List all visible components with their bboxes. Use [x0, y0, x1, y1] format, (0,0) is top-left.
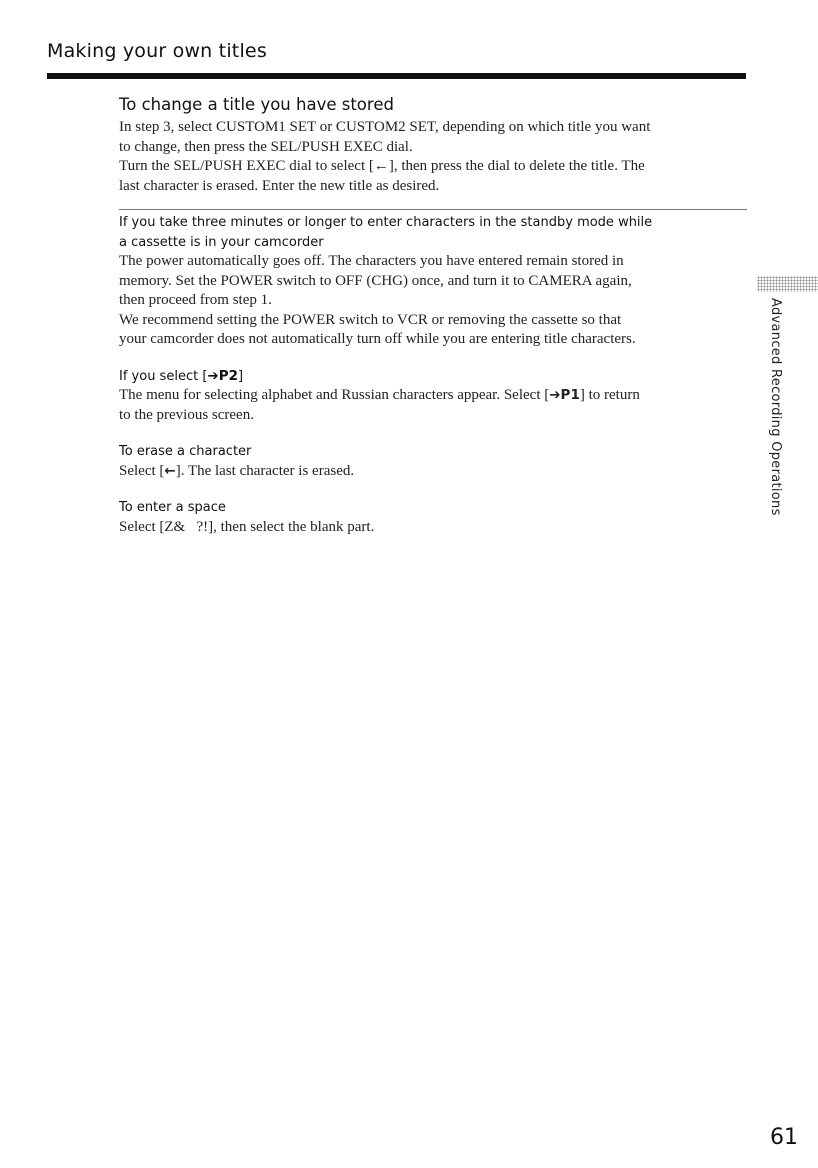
page-title: Making your own titles — [47, 40, 267, 62]
note-line: memory. Set the POWER switch to OFF (CHG) once, and turn it to CAMERA again, — [119, 272, 632, 289]
note-line: your camcorder does not automatically turn off while you are entering title characters. — [119, 331, 636, 347]
note-heading-line: If you take three minutes or longer to enter characters in the standby mode while — [119, 215, 653, 230]
arrow-p2-symbol: ➔P2 — [207, 367, 239, 384]
page-number: 61 — [770, 1125, 798, 1150]
note-line: to the previous screen. — [119, 406, 254, 423]
note-space-heading: To enter a space — [119, 500, 226, 515]
text-suffix: ] to return — [579, 387, 640, 403]
section-line: last character is erased. Enter the new title as desired. — [119, 177, 440, 194]
note-standby-text — [119, 252, 747, 350]
heading-prefix: If you select [ — [119, 368, 208, 384]
heading-suffix: ] — [238, 368, 244, 384]
side-tab-label: Advanced Recording Operations — [768, 298, 783, 516]
note-erase-heading: To erase a character — [119, 444, 252, 459]
section-text — [119, 118, 747, 196]
section-line: Turn the SEL/PUSH EXEC dial to select [←], then press the dial to delete the title. The — [119, 158, 645, 174]
note-line: then proceed from step 1. — [119, 292, 272, 308]
left-arrow-icon: ← — [164, 462, 176, 479]
section-line: to change, then press the SEL/PUSH EXEC dial. — [119, 138, 413, 155]
arrow-p1-symbol: ➔P1 — [549, 387, 580, 403]
header-rule — [47, 73, 746, 79]
text-suffix: ]. The last character is erased. — [175, 462, 355, 479]
note-line: The power automatically goes off. The characters you have entered remain stored in — [119, 253, 624, 269]
note-space-text: Select [Z& ?!], then select the blank part. — [119, 518, 375, 535]
note-select-p2-text — [119, 386, 747, 425]
note-line: We recommend setting the POWER switch to VCR or removing the cassette so that — [119, 311, 622, 328]
note-erase-text — [119, 462, 747, 482]
section-heading: To change a title you have stored — [119, 95, 394, 114]
side-tab-marker — [757, 276, 818, 292]
note-standby-heading — [119, 213, 747, 252]
section-divider — [119, 209, 747, 210]
text-prefix: Select [ — [119, 462, 165, 479]
note-select-p2-heading — [119, 367, 747, 387]
text-prefix: The menu for selecting alphabet and Russian characters appear. Select [ — [119, 387, 550, 403]
note-heading-line: a cassette is in your camcorder — [119, 234, 324, 250]
section-line: In step 3, select CUSTOM1 SET or CUSTOM2 SET, depending on which title you want — [119, 119, 651, 135]
main-content — [119, 95, 747, 537]
